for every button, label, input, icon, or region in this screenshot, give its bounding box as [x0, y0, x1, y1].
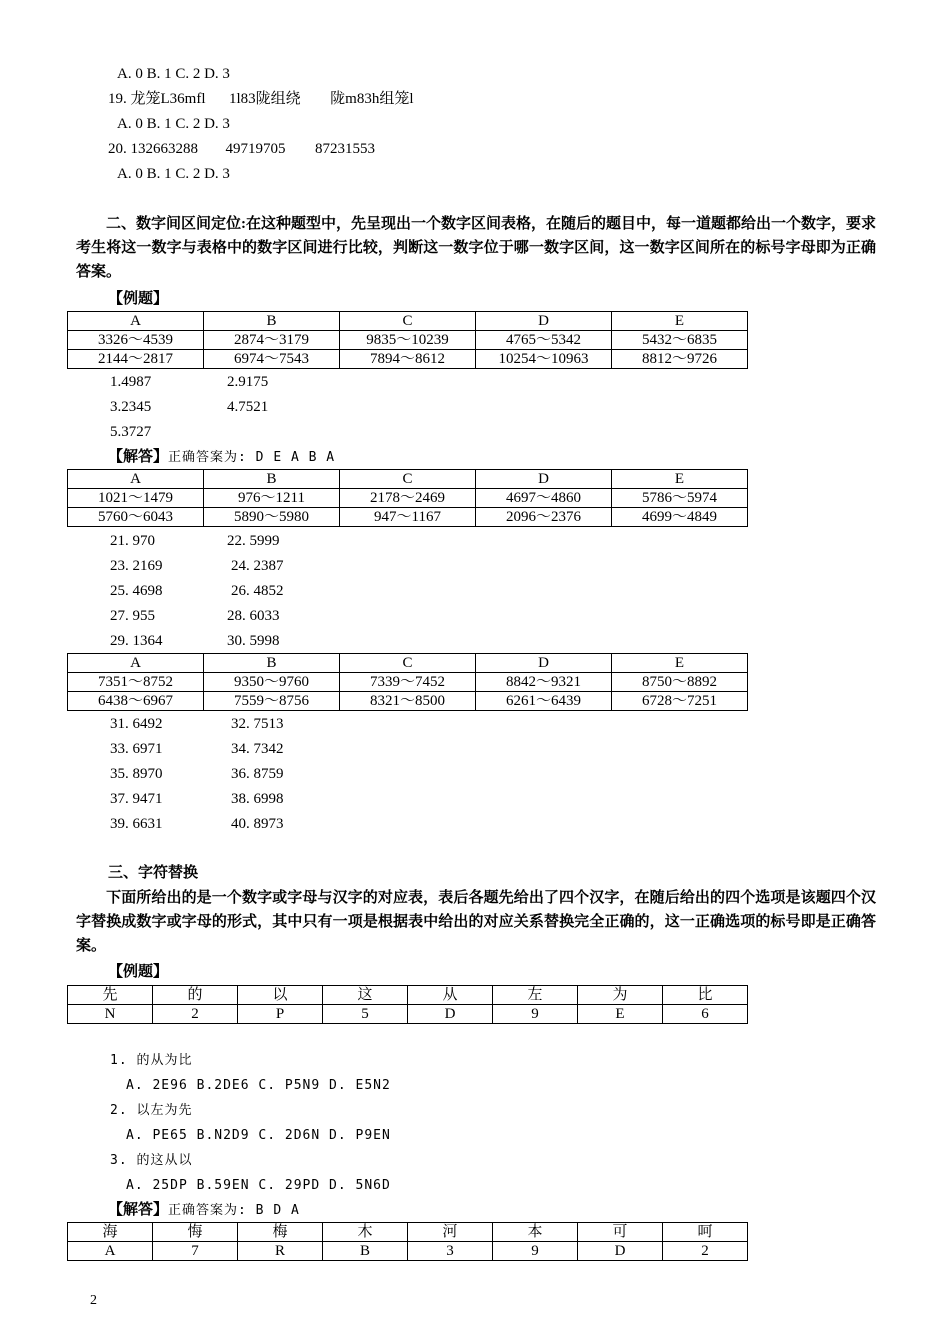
- section2-intro-text: 二、数字间区间定位:在这种题型中，先呈现出一个数字区间表格，在随后的题目中，每一道题都给出一个数字，要求考生将这一数字与表格中的数字区间进行比较，判断这一数字位于哪一数字区间，这一数字区间所在的标号字母即为正确答案。: [76, 216, 877, 280]
- table-cell: 2178～2469: [340, 489, 476, 508]
- table-cell: 7894～8612: [340, 350, 476, 369]
- char-map-table-1: [67, 985, 748, 1024]
- table-header-cell: D: [476, 312, 612, 331]
- table-cell: 8321～8500: [340, 692, 476, 711]
- answer-label: 【解答】: [108, 449, 169, 465]
- table-header-row: [68, 470, 748, 489]
- table-header-cell: B: [204, 470, 340, 489]
- question-32: 32. 7513: [231, 716, 284, 732]
- table-cell: D: [578, 1242, 663, 1261]
- table-cell: 6261～6439: [476, 692, 612, 711]
- example-5: 5.3727: [110, 424, 152, 440]
- s3-question-1: 1. 的从为比: [110, 1053, 193, 1068]
- table-cell: 6728～7251: [612, 692, 748, 711]
- table-cell: 7559～8756: [204, 692, 340, 711]
- table-cell: 10254～10963: [476, 350, 612, 369]
- question-21: 21. 970: [110, 533, 155, 549]
- q20-string-c: 87231553: [315, 141, 375, 157]
- question-29: 29. 1364: [110, 633, 163, 649]
- table-cell: 947～1167: [340, 508, 476, 527]
- table-header-cell: C: [340, 470, 476, 489]
- table-cell: 8842～9321: [476, 673, 612, 692]
- interval-table-1: [67, 311, 748, 369]
- table-cell: 4699～4849: [612, 508, 748, 527]
- table-header-cell: A: [68, 654, 204, 673]
- question-22: 22. 5999: [227, 533, 280, 549]
- table-cell: 可: [578, 1223, 663, 1242]
- section3-intro: [76, 886, 876, 958]
- s3-question-2: 2. 以左为先: [110, 1103, 193, 1118]
- table-cell: 2874～3179: [204, 331, 340, 350]
- interval-table-3: [67, 653, 748, 711]
- table-cell: 2096～2376: [476, 508, 612, 527]
- table-cell: 3326～4539: [68, 331, 204, 350]
- table-cell: 这: [323, 986, 408, 1005]
- table-cell: 梅: [238, 1223, 323, 1242]
- table-row: [68, 1242, 748, 1261]
- table-header-row: [68, 312, 748, 331]
- table-cell: 9350～9760: [204, 673, 340, 692]
- table-header-cell: D: [476, 654, 612, 673]
- table-cell: 5432～6835: [612, 331, 748, 350]
- table-cell: 先: [68, 986, 153, 1005]
- table-cell: 1021～1479: [68, 489, 204, 508]
- q20-number: 20.: [108, 141, 127, 157]
- example-label: 【例题】: [108, 291, 169, 307]
- table-cell: 7: [153, 1242, 238, 1261]
- q20-options: A. 0 B. 1 C. 2 D. 3: [117, 166, 230, 182]
- q19-line: [108, 89, 414, 109]
- q18-options: A. 0 B. 1 C. 2 D. 3: [117, 66, 230, 82]
- table-cell: R: [238, 1242, 323, 1261]
- table-row: [68, 1223, 748, 1242]
- s3-question-3-options: A. 25DP B.59EN C. 29PD D. 5N6D: [126, 1178, 391, 1193]
- table-row: [68, 489, 748, 508]
- table-cell: 4765～5342: [476, 331, 612, 350]
- table-cell: N: [68, 1005, 153, 1024]
- table-cell: 海: [68, 1223, 153, 1242]
- table-header-row: [68, 654, 748, 673]
- table-row: [68, 1005, 748, 1024]
- question-33: 33. 6971: [110, 741, 163, 757]
- q19-string-c: 陇m83h组笼l: [330, 91, 414, 107]
- answer-text-2: 正确答案为: B D A: [168, 1203, 300, 1218]
- table-cell: 9: [493, 1242, 578, 1261]
- table-row: [68, 331, 748, 350]
- table-cell: 比: [663, 986, 748, 1005]
- question-35: 35. 8970: [110, 766, 163, 782]
- table-header-cell: B: [204, 312, 340, 331]
- s3-question-2-options: A. PE65 B.N2D9 C. 2D6N D. P9EN: [126, 1128, 391, 1143]
- question-30: 30. 5998: [227, 633, 280, 649]
- table-cell: B: [323, 1242, 408, 1261]
- table-header-cell: D: [476, 470, 612, 489]
- question-38: 38. 6998: [231, 791, 284, 807]
- table-cell: 3: [408, 1242, 493, 1261]
- page-number: 2: [90, 1293, 97, 1308]
- table-header-cell: E: [612, 312, 748, 331]
- question-31: 31. 6492: [110, 716, 163, 732]
- question-26: 26. 4852: [231, 583, 284, 599]
- table-cell: 2: [663, 1242, 748, 1261]
- question-24: 24. 2387: [231, 558, 284, 574]
- table-cell: 976～1211: [204, 489, 340, 508]
- table-cell: 以: [238, 986, 323, 1005]
- table-header-cell: B: [204, 654, 340, 673]
- table-cell: 7339～7452: [340, 673, 476, 692]
- answer-line: [108, 447, 335, 468]
- table-cell: 悔: [153, 1223, 238, 1242]
- question-28: 28. 6033: [227, 608, 280, 624]
- table-cell: 8812～9726: [612, 350, 748, 369]
- table-header-cell: C: [340, 312, 476, 331]
- q19-options: A. 0 B. 1 C. 2 D. 3: [117, 116, 230, 132]
- answer-label-2: 【解答】: [108, 1202, 169, 1218]
- example-1: 1.4987: [110, 374, 152, 390]
- table-cell: 9835～10239: [340, 331, 476, 350]
- s3-question-1-options: A. 2E96 B.2DE6 C. P5N9 D. E5N2: [126, 1078, 391, 1093]
- table-cell: D: [408, 1005, 493, 1024]
- q19-string-b: 1l83陇组绕: [229, 91, 301, 107]
- q20-string-b: 49719705: [225, 141, 286, 157]
- table-cell: 9: [493, 1005, 578, 1024]
- table-cell: 河: [408, 1223, 493, 1242]
- q19-number: 19.: [108, 91, 127, 107]
- table-header-cell: C: [340, 654, 476, 673]
- table-cell: 2: [153, 1005, 238, 1024]
- answer-line-2: [108, 1200, 300, 1221]
- question-40: 40. 8973: [231, 816, 284, 832]
- example-2: 2.9175: [227, 374, 269, 390]
- question-36: 36. 8759: [231, 766, 284, 782]
- table-cell: 7351～8752: [68, 673, 204, 692]
- table-cell: 本: [493, 1223, 578, 1242]
- table-cell: 4697～4860: [476, 489, 612, 508]
- s3-question-3: 3. 的这从以: [110, 1153, 193, 1168]
- table-row: [68, 692, 748, 711]
- table-cell: P: [238, 1005, 323, 1024]
- table-cell: 5760～6043: [68, 508, 204, 527]
- example-label-2: 【例题】: [108, 964, 169, 980]
- question-23: 23. 2169: [110, 558, 163, 574]
- example-3: 3.2345: [110, 399, 152, 415]
- table-cell: E: [578, 1005, 663, 1024]
- table-cell: 6974～7543: [204, 350, 340, 369]
- table-cell: 从: [408, 986, 493, 1005]
- question-25: 25. 4698: [110, 583, 163, 599]
- section3-intro-text: 下面所给出的是一个数字或字母与汉字的对应表，表后各题先给出了四个汉字，在随后给出的四个选项是该题四个汉字替换成数字或字母的形式，其中只有一项是根据表中给出的对应关系替换完全正确的，这一正确选项的标号即是正确答案。: [76, 890, 876, 954]
- table-header-cell: A: [68, 312, 204, 331]
- table-cell: A: [68, 1242, 153, 1261]
- table-cell: 5786～5974: [612, 489, 748, 508]
- table-header-cell: E: [612, 470, 748, 489]
- table-row: [68, 673, 748, 692]
- table-cell: 呵: [663, 1223, 748, 1242]
- table-cell: 5: [323, 1005, 408, 1024]
- interval-table-2: [67, 469, 748, 527]
- section3-heading: 三、字符替换: [108, 865, 199, 881]
- char-map-table-2: [67, 1222, 748, 1261]
- answer-text: 正确答案为: D E A B A: [168, 450, 336, 465]
- table-header-cell: A: [68, 470, 204, 489]
- table-cell: 5890～5980: [204, 508, 340, 527]
- table-row: [68, 508, 748, 527]
- table-row: [68, 986, 748, 1005]
- q20-string-a: 132663288: [130, 141, 198, 157]
- table-cell: 左: [493, 986, 578, 1005]
- table-cell: 6438～6967: [68, 692, 204, 711]
- section2-intro: [76, 212, 876, 284]
- question-37: 37. 9471: [110, 791, 163, 807]
- q19-string-a: 龙笼L36mfl: [130, 91, 206, 107]
- question-39: 39. 6631: [110, 816, 163, 832]
- q20-line: [108, 139, 375, 159]
- table-cell: 2144～2817: [68, 350, 204, 369]
- table-header-cell: E: [612, 654, 748, 673]
- table-cell: 8750～8892: [612, 673, 748, 692]
- question-27: 27. 955: [110, 608, 155, 624]
- table-cell: 6: [663, 1005, 748, 1024]
- table-cell: 的: [153, 986, 238, 1005]
- example-4: 4.7521: [227, 399, 269, 415]
- question-34: 34. 7342: [231, 741, 284, 757]
- table-cell: 为: [578, 986, 663, 1005]
- table-row: [68, 350, 748, 369]
- table-cell: 木: [323, 1223, 408, 1242]
